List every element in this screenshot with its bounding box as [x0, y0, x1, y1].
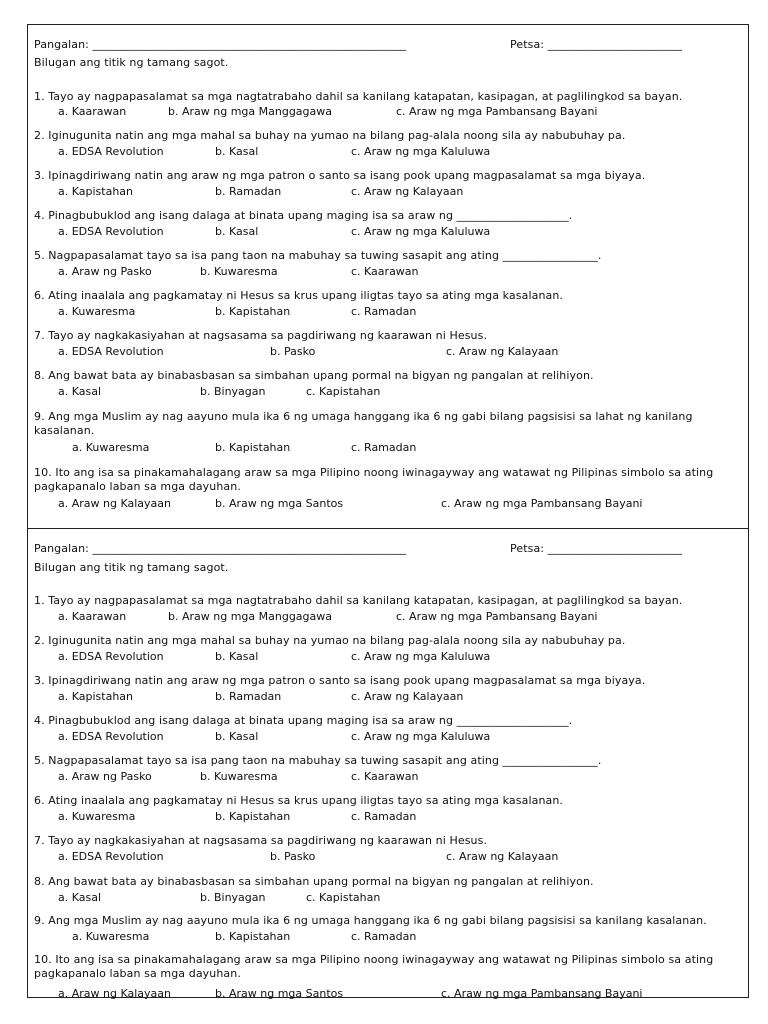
- answer-choice[interactable]: b. Kuwaresma: [200, 770, 278, 783]
- answer-choice[interactable]: a. EDSA Revolution: [58, 730, 164, 743]
- answer-choice[interactable]: a. EDSA Revolution: [58, 345, 164, 358]
- answer-choice[interactable]: b. Ramadan: [215, 690, 282, 703]
- worksheet-top: [27, 24, 749, 529]
- question-text: 6. Ating inaalala ang pagkamatay ni Hesus sa krus upang iligtas tayo sa ating mga kasalanan.: [34, 289, 564, 302]
- answer-choice[interactable]: c. Kapistahan: [306, 385, 381, 398]
- question-text: 6. Ating inaalala ang pagkamatay ni Hesus sa krus upang iligtas tayo sa ating mga kasalanan.: [34, 794, 564, 807]
- answer-choice[interactable]: a. EDSA Revolution: [58, 225, 164, 238]
- answer-choice[interactable]: a. EDSA Revolution: [58, 145, 164, 158]
- answer-choice[interactable]: c. Kaarawan: [351, 770, 419, 783]
- answer-choice[interactable]: c. Araw ng mga Pambansang Bayani: [441, 497, 643, 510]
- answer-choice[interactable]: b. Binyagan: [200, 385, 266, 398]
- question-text: 4. Pinagbubuklod ang isang dalaga at binata upang maging isa sa araw ng ____________________.: [34, 209, 573, 222]
- question-text: 8. Ang bawat bata ay binabasbasan sa simbahan upang pormal na bigyan ng pangalan at relihiyon.: [34, 369, 594, 382]
- answer-choice[interactable]: b. Kapistahan: [215, 810, 291, 823]
- answer-choice[interactable]: c. Ramadan: [351, 930, 417, 943]
- question-text: 1. Tayo ay nagpapasalamat sa mga nagtatrabaho dahil sa kanilang katapatan, kasipagan, at paglilingkod sa bayan.: [34, 594, 683, 607]
- answer-choice[interactable]: b. Kasal: [215, 650, 259, 663]
- answer-choice[interactable]: a. Araw ng Pasko: [58, 265, 152, 278]
- question-text: 1. Tayo ay nagpapasalamat sa mga nagtatrabaho dahil sa kanilang katapatan, kasipagan, at paglilingkod sa bayan.: [34, 90, 683, 103]
- answer-choice[interactable]: b. Kapistahan: [215, 305, 291, 318]
- question-text: 7. Tayo ay nagkakasiyahan at nagsasama sa pagdiriwang ng kaarawan ni Hesus.: [34, 329, 488, 342]
- question-text: 10. Ito ang isa sa pinakamahalagang araw sa mga Pilipino noong iwinagayway ang watawat ng Pilipinas simbolo sa ating pagkapanalo laban sa mga dayuhan.: [34, 953, 714, 980]
- answer-choice[interactable]: c. Araw ng Kalayaan: [351, 690, 464, 703]
- answer-choice[interactable]: b. Kapistahan: [215, 930, 291, 943]
- instruction-text: Bilugan ang titik ng tamang sagot.: [34, 56, 229, 69]
- answer-choice[interactable]: a. Araw ng Kalayaan: [58, 987, 171, 1000]
- instruction-text: Bilugan ang titik ng tamang sagot.: [34, 561, 229, 574]
- answer-choice[interactable]: b. Kapistahan: [215, 441, 291, 454]
- answer-choice[interactable]: a. EDSA Revolution: [58, 650, 164, 663]
- answer-choice[interactable]: c. Araw ng mga Kaluluwa: [351, 225, 491, 238]
- answer-choice[interactable]: b. Binyagan: [200, 891, 266, 904]
- answer-choice[interactable]: a. Kuwaresma: [58, 810, 136, 823]
- answer-choice[interactable]: c. Araw ng mga Pambansang Bayani: [396, 105, 598, 118]
- answer-choice[interactable]: b. Araw ng mga Manggagawa: [168, 610, 333, 623]
- answer-choice[interactable]: c. Kapistahan: [306, 891, 381, 904]
- answer-choice[interactable]: a. Kapistahan: [58, 185, 134, 198]
- question-text: 9. Ang mga Muslim ay nag aayuno mula ika 6 ng umaga hanggang ika 6 ng gabi bilang pagsisisi sa kanilang kasalanan.: [34, 914, 707, 927]
- answer-choice[interactable]: a. Kuwaresma: [72, 930, 150, 943]
- answer-choice[interactable]: a. Kasal: [58, 385, 102, 398]
- answer-choice[interactable]: c. Araw ng mga Kaluluwa: [351, 730, 491, 743]
- question-text: 3. Ipinagdiriwang natin ang araw ng mga patron o santo sa isang pook upang magpasalamat sa mga biyaya.: [34, 674, 646, 687]
- answer-choice[interactable]: b. Araw ng mga Santos: [215, 987, 344, 1000]
- question-text: 5. Nagpapasalamat tayo sa isa pang taon na mabuhay sa tuwing sasapit ang ating _________________.: [34, 249, 602, 262]
- answer-choice[interactable]: b. Pasko: [270, 345, 316, 358]
- answer-choice[interactable]: c. Araw ng mga Pambansang Bayani: [396, 610, 598, 623]
- name-field[interactable]: Pangalan: ________________________________________________________: [34, 38, 407, 51]
- question-text: 2. Iginugunita natin ang mga mahal sa buhay na yumao na bilang pag-alala noong sila ay nabubuhay pa.: [34, 634, 626, 647]
- answer-choice[interactable]: b. Kasal: [215, 145, 259, 158]
- answer-choice[interactable]: b. Pasko: [270, 850, 316, 863]
- answer-choice[interactable]: a. Kaarawan: [58, 610, 127, 623]
- answer-choice[interactable]: a. EDSA Revolution: [58, 850, 164, 863]
- worksheet-bottom: [27, 528, 749, 998]
- answer-choice[interactable]: b. Araw ng mga Manggagawa: [168, 105, 333, 118]
- answer-choice[interactable]: b. Ramadan: [215, 185, 282, 198]
- answer-choice[interactable]: b. Kuwaresma: [200, 265, 278, 278]
- answer-choice[interactable]: a. Araw ng Kalayaan: [58, 497, 171, 510]
- answer-choice[interactable]: c. Araw ng mga Kaluluwa: [351, 650, 491, 663]
- date-field[interactable]: Petsa: ________________________: [510, 38, 683, 51]
- answer-choice[interactable]: c. Araw ng mga Pambansang Bayani: [441, 987, 643, 1000]
- answer-choice[interactable]: b. Kasal: [215, 225, 259, 238]
- question-text: 8. Ang bawat bata ay binabasbasan sa simbahan upang pormal na bigyan ng pangalan at relihiyon.: [34, 875, 594, 888]
- answer-choice[interactable]: c. Kaarawan: [351, 265, 419, 278]
- date-field[interactable]: Petsa: ________________________: [510, 542, 683, 555]
- answer-choice[interactable]: c. Ramadan: [351, 810, 417, 823]
- answer-choice[interactable]: c. Araw ng mga Kaluluwa: [351, 145, 491, 158]
- answer-choice[interactable]: c. Araw ng Kalayaan: [446, 345, 559, 358]
- answer-choice[interactable]: a. Kuwaresma: [58, 305, 136, 318]
- answer-choice[interactable]: c. Araw ng Kalayaan: [351, 185, 464, 198]
- answer-choice[interactable]: c. Araw ng Kalayaan: [446, 850, 559, 863]
- question-text: 7. Tayo ay nagkakasiyahan at nagsasama sa pagdiriwang ng kaarawan ni Hesus.: [34, 834, 488, 847]
- question-text: 2. Iginugunita natin ang mga mahal sa buhay na yumao na bilang pag-alala noong sila ay nabubuhay pa.: [34, 129, 626, 142]
- answer-choice[interactable]: c. Ramadan: [351, 441, 417, 454]
- answer-choice[interactable]: a. Kaarawan: [58, 105, 127, 118]
- question-text: 4. Pinagbubuklod ang isang dalaga at binata upang maging isa sa araw ng ____________________.: [34, 714, 573, 727]
- answer-choice[interactable]: a. Kuwaresma: [72, 441, 150, 454]
- name-field[interactable]: Pangalan: ________________________________________________________: [34, 542, 407, 555]
- answer-choice[interactable]: b. Kasal: [215, 730, 259, 743]
- question-text: 5. Nagpapasalamat tayo sa isa pang taon na mabuhay sa tuwing sasapit ang ating _________________.: [34, 754, 602, 767]
- answer-choice[interactable]: a. Kasal: [58, 891, 102, 904]
- answer-choice[interactable]: b. Araw ng mga Santos: [215, 497, 344, 510]
- question-text: 10. Ito ang isa sa pinakamahalagang araw sa mga Pilipino noong iwinagayway ang watawat ng Pilipinas simbolo sa ating pagkapanalo laban sa mga dayuhan.: [34, 466, 714, 493]
- question-text: 3. Ipinagdiriwang natin ang araw ng mga patron o santo sa isang pook upang magpasalamat sa mga biyaya.: [34, 169, 646, 182]
- question-text: 9. Ang mga Muslim ay nag aayuno mula ika 6 ng umaga hanggang ika 6 ng gabi bilang pagsisisi sa lahat ng kanilang kasalanan.: [34, 410, 693, 437]
- answer-choice[interactable]: a. Kapistahan: [58, 690, 134, 703]
- answer-choice[interactable]: a. Araw ng Pasko: [58, 770, 152, 783]
- answer-choice[interactable]: c. Ramadan: [351, 305, 417, 318]
